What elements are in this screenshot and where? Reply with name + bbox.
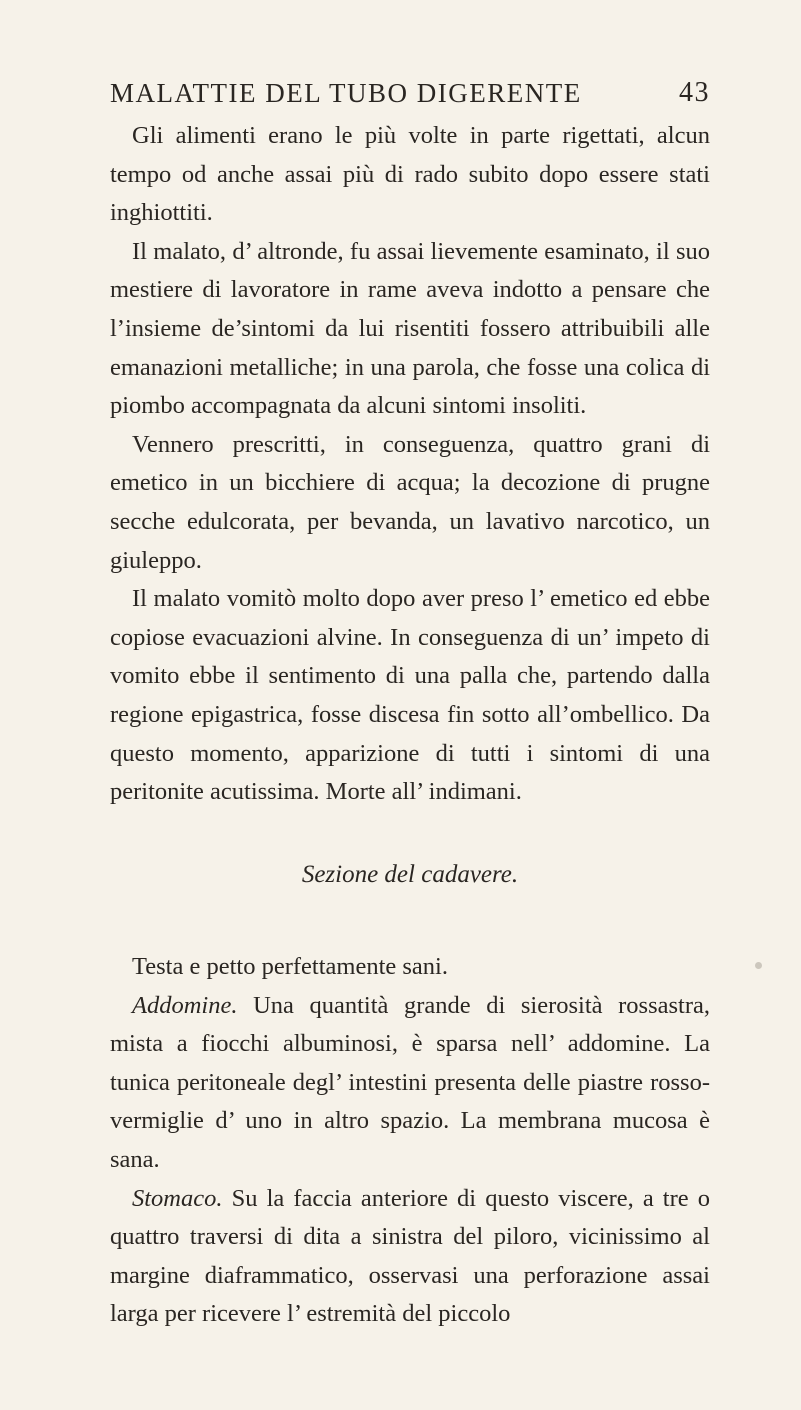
abdomen-text: Una quantità grande di sierosità rossastra, mista a fiocchi albuminosi, è sparsa nell’ addomine. La tunica peritoneale degl’ intestini presenta delle piastre rosso-vermiglie d’ uno in altro spazio. La membrana mucosa è sana.	[110, 991, 710, 1173]
paragraph-5: Testa e petto perfettamente sani.	[132, 953, 448, 980]
stomach-text: Su la faccia anteriore di questo viscere, a tre o quattro traversi di dita a sinistra del piloro, vicinissimo al margine diaframmatico, osservasi una perforazione assai larga per ricevere l’ estremità del piccolo	[110, 1184, 710, 1328]
page-number: 43	[679, 77, 710, 108]
section-heading: Sezione del cadavere.	[301, 861, 519, 888]
ink-spot	[755, 962, 762, 969]
stomach-label: Stomaco.	[132, 1184, 223, 1212]
paragraph-2: Il malato, d’ altronde, fu assai lievemente esaminato, il suo mestiere di lavoratore in rame aveva indotto a pensare che l’insieme de’sintomi da lui risentiti fossero attribuibili alle emanazioni metalliche; in una parola, che fosse una colica di piombo accompagnata da alcuni sintomi insoliti.	[110, 237, 710, 420]
running-head	[110, 70, 710, 116]
main-text	[110, 117, 710, 812]
paragraph-4: Il malato vomitò molto dopo aver preso l’ emetico ed ebbe copiose evacuazioni alvine. In conseguenza di un’ impeto di vomito ebbe il sentimento di una palla che, partendo dalla regione epigastrica, fosse discesa fin sotto all’ombellico. Da questo momento, apparizione di tutti i sintomi di una peritonite acutissima. Morte all’ indimani.	[110, 585, 710, 806]
paragraph-7	[110, 1180, 710, 1334]
autopsy-text	[110, 948, 710, 1334]
paragraph-3: Vennero prescritti, in conseguenza, quattro grani di emetico in un bicchiere di acqua; la decozione di prugne secche edulcorata, per bevanda, un lavativo narcotico, un giuleppo.	[110, 430, 710, 574]
abdomen-label: Addomine.	[132, 991, 238, 1019]
paragraph-6	[110, 987, 710, 1180]
chapter-title: MALATTIE DEL TUBO DIGERENTE	[110, 78, 582, 108]
paragraph-1: Gli alimenti erano le più volte in parte rigettati, alcun tempo od anche assai più di rado subito dopo essere stati inghiottiti.	[110, 122, 710, 227]
